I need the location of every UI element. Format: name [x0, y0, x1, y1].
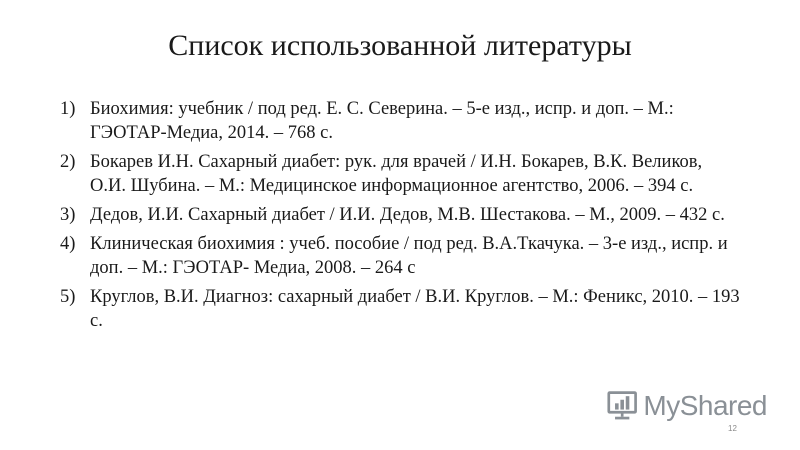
reference-list: [60, 97, 740, 338]
reference-text: Биохимия: учебник / под ред. Е. С. Северина. – 5-е изд., испр. и доп. – М.: ГЭОТАР-Медиа, 2014. – 768 с.: [90, 99, 674, 143]
reference-number: 3): [60, 205, 76, 225]
reference-item: [60, 97, 740, 145]
reference-number: 2): [60, 152, 76, 172]
reference-number: 4): [60, 234, 76, 254]
presentation-board-icon: [607, 390, 637, 422]
reference-item: [60, 203, 740, 227]
reference-text: Дедов, И.И. Сахарный диабет / И.И. Дедов, М.В. Шестакова. – М., 2009. – 432 с.: [90, 205, 725, 225]
reference-number: 5): [60, 287, 76, 307]
reference-text: Круглов, В.И. Диагноз: сахарный диабет / В.И. Круглов. – М.: Феникс, 2010. – 193 с.: [90, 287, 740, 331]
myshared-watermark: [607, 388, 767, 424]
reference-item: [60, 232, 740, 280]
watermark-text: MyShared: [643, 390, 767, 421]
reference-number: 1): [60, 99, 76, 119]
reference-item: [60, 285, 740, 333]
page-number: 12: [728, 424, 737, 433]
slide-title: Список использованной литературы: [168, 29, 632, 62]
reference-item: [60, 150, 740, 198]
reference-text: Бокарев И.Н. Сахарный диабет: рук. для врачей / И.Н. Бокарев, В.К. Великов, О.И. Шубина. – М.: Медицинское информационное агентство, 2006. – 394 с.: [90, 152, 703, 196]
reference-text: Клиническая биохимия : учеб. пособие / под ред. В.А.Ткачука. – 3-е изд., испр. и доп. – М.: ГЭОТАР- Медиа, 2008. – 264 с: [90, 234, 728, 278]
